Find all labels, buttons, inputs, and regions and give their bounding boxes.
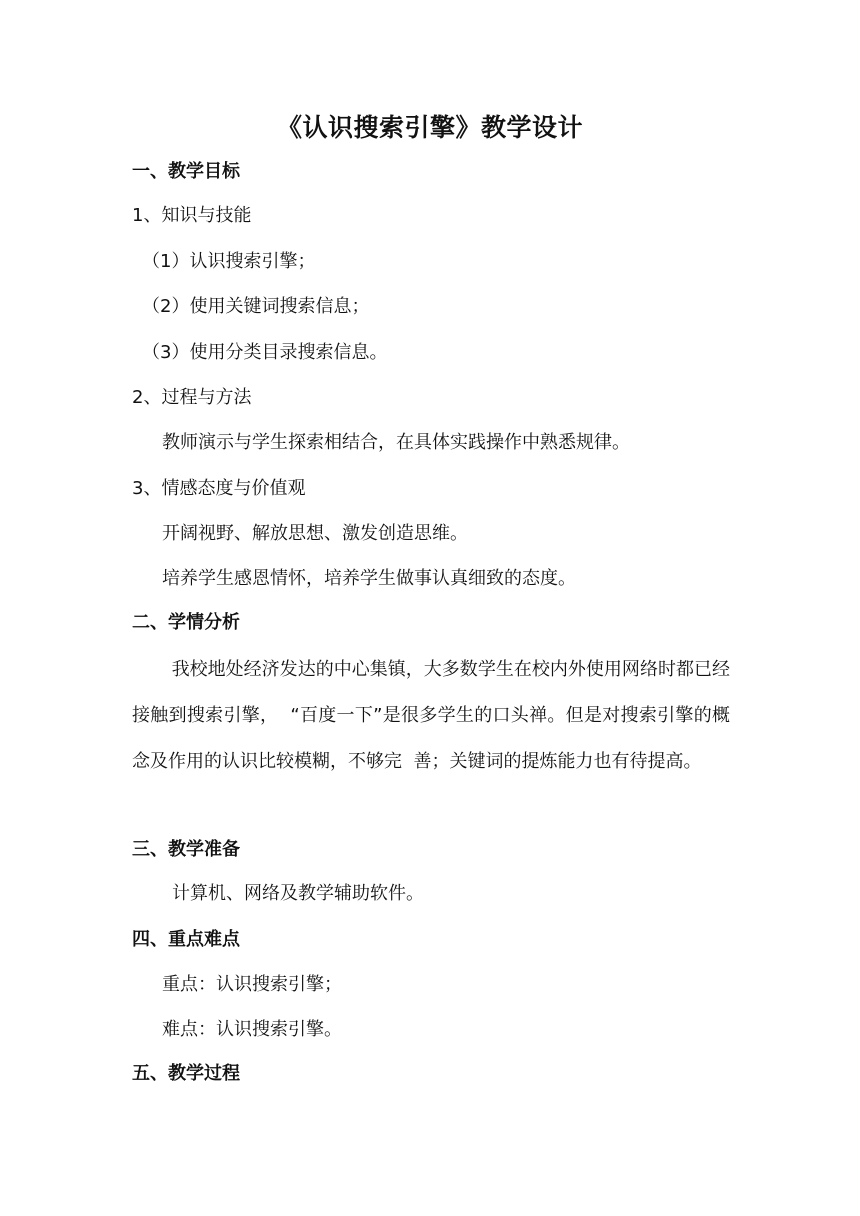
preparation-text: 计算机、网络及教学辅助软件。 bbox=[172, 883, 424, 904]
difficult-point-line: 难点：认识搜索引擎。 bbox=[162, 1019, 342, 1040]
section-heading-analysis: 二、学情分析 bbox=[132, 612, 240, 633]
emotion-values-line: 培养学生感恩情怀，培养学生做事认真细致的态度。 bbox=[162, 568, 576, 589]
section-heading-objectives: 一、教学目标 bbox=[132, 161, 240, 182]
emotion-values-line: 开阔视野、解放思想、激发创造思维。 bbox=[162, 523, 468, 544]
process-method-text: 教师演示与学生探索相结合，在具体实践操作中熟悉规律。 bbox=[162, 432, 630, 453]
key-point-line: 重点：认识搜索引擎； bbox=[162, 974, 342, 995]
list-item: （3）使用分类目录搜索信息。 bbox=[142, 342, 388, 363]
list-item: （1）认识搜索引擎； bbox=[142, 251, 316, 272]
list-item: （2）使用关键词搜索信息； bbox=[142, 296, 370, 317]
section-heading-key-points: 四、重点难点 bbox=[132, 929, 240, 950]
subheading-process-method: 2、过程与方法 bbox=[132, 387, 252, 408]
subheading-knowledge-skills: 1、知识与技能 bbox=[132, 205, 252, 226]
subheading-emotion-values: 3、情感态度与价值观 bbox=[132, 478, 306, 499]
section-heading-teaching-process: 五、教学过程 bbox=[132, 1063, 240, 1084]
section-heading-preparation: 三、教学准备 bbox=[132, 839, 240, 860]
analysis-paragraph: 我校地处经济发达的中心集镇，大多数学生在校内外使用网络时都已经接触到搜索引擎， “百度一下”是很多学生的口头禅。但是对搜索引擎的概念及作用的认识比较模糊，不够完 善；关键词的提炼能力也有待提高。 bbox=[132, 659, 730, 772]
page-title: 《认识搜索引擎》教学设计 bbox=[276, 113, 583, 142]
